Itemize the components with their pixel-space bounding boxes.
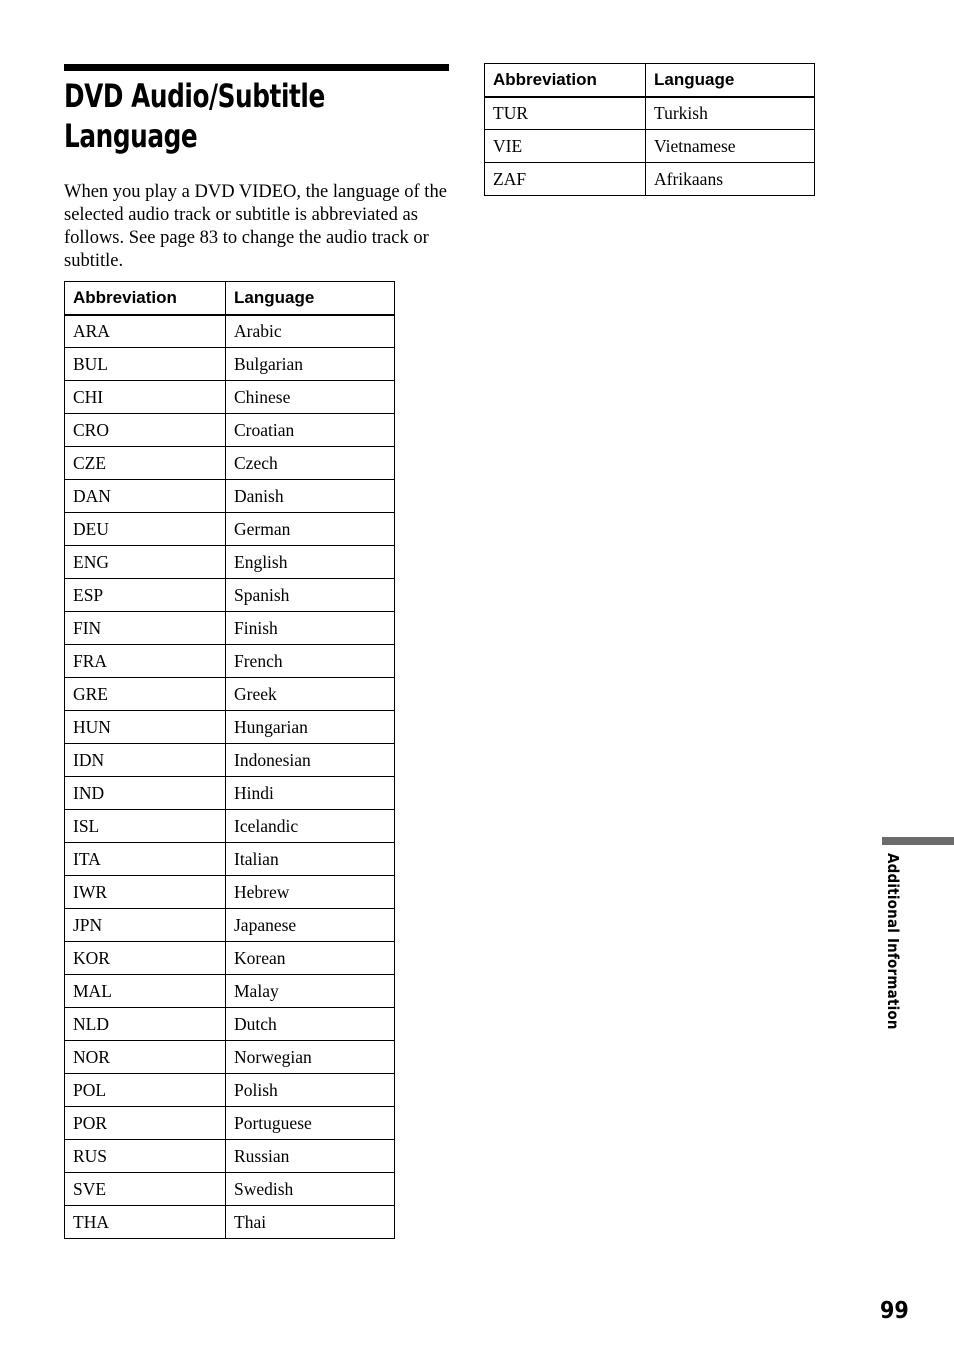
language-cell: Korean <box>226 942 395 975</box>
language-table-right <box>484 63 815 196</box>
language-cell: Czech <box>226 447 395 480</box>
abbreviation-cell: ARA <box>65 315 226 348</box>
language-cell: Arabic <box>226 315 395 348</box>
page-title <box>64 76 399 156</box>
table-row <box>65 1107 395 1140</box>
language-cell: Malay <box>226 975 395 1008</box>
language-cell: Greek <box>226 678 395 711</box>
language-cell: Icelandic <box>226 810 395 843</box>
abbreviation-cell: FRA <box>65 645 226 678</box>
header-abbreviation: Abbreviation <box>485 64 646 97</box>
abbreviation-cell: JPN <box>65 909 226 942</box>
language-cell: Afrikaans <box>646 163 815 196</box>
language-cell: Bulgarian <box>226 348 395 381</box>
abbreviation-cell: ITA <box>65 843 226 876</box>
abbreviation-cell: RUS <box>65 1140 226 1173</box>
abbreviation-cell: POL <box>65 1074 226 1107</box>
table-row <box>65 1206 395 1239</box>
language-cell: Dutch <box>226 1008 395 1041</box>
table-row <box>65 744 395 777</box>
abbreviation-cell: DEU <box>65 513 226 546</box>
language-cell: Polish <box>226 1074 395 1107</box>
table-row <box>65 1140 395 1173</box>
abbreviation-cell: IDN <box>65 744 226 777</box>
table-row <box>65 381 395 414</box>
table-row <box>65 579 395 612</box>
page-title-line-1: DVD Audio/Subtitle <box>64 77 325 115</box>
table-row <box>65 678 395 711</box>
language-cell: Turkish <box>646 97 815 130</box>
table-row <box>65 1173 395 1206</box>
table-row <box>65 315 395 348</box>
abbreviation-cell: KOR <box>65 942 226 975</box>
table-row <box>65 1008 395 1041</box>
abbreviation-cell: TUR <box>485 97 646 130</box>
table-row <box>65 546 395 579</box>
abbreviation-cell: FIN <box>65 612 226 645</box>
abbreviation-cell: IND <box>65 777 226 810</box>
abbreviation-cell: ESP <box>65 579 226 612</box>
language-cell: English <box>226 546 395 579</box>
table-row <box>65 843 395 876</box>
table-row <box>65 975 395 1008</box>
abbreviation-cell: ISL <box>65 810 226 843</box>
table-row <box>65 414 395 447</box>
table-row <box>65 942 395 975</box>
language-cell: Portuguese <box>226 1107 395 1140</box>
table-row <box>65 513 395 546</box>
abbreviation-cell: POR <box>65 1107 226 1140</box>
table-row <box>65 348 395 381</box>
table-header-row <box>485 64 815 97</box>
table-row <box>485 130 815 163</box>
table-row <box>65 876 395 909</box>
abbreviation-cell: CZE <box>65 447 226 480</box>
abbreviation-cell: CRO <box>65 414 226 447</box>
table-row <box>485 97 815 130</box>
language-cell: French <box>226 645 395 678</box>
abbreviation-cell: BUL <box>65 348 226 381</box>
page-number: 99 <box>880 1298 909 1324</box>
abbreviation-cell: MAL <box>65 975 226 1008</box>
table-row <box>65 909 395 942</box>
abbreviation-cell: ZAF <box>485 163 646 196</box>
language-cell: Thai <box>226 1206 395 1239</box>
language-cell: Croatian <box>226 414 395 447</box>
header-abbreviation: Abbreviation <box>65 282 226 315</box>
title-rule <box>64 64 449 71</box>
language-cell: Chinese <box>226 381 395 414</box>
table-row <box>65 711 395 744</box>
abbreviation-cell: NOR <box>65 1041 226 1074</box>
table-row <box>65 810 395 843</box>
language-table-left <box>64 281 395 1239</box>
table-row <box>65 645 395 678</box>
language-cell: Norwegian <box>226 1041 395 1074</box>
abbreviation-cell: GRE <box>65 678 226 711</box>
language-cell: Italian <box>226 843 395 876</box>
language-cell: Indonesian <box>226 744 395 777</box>
language-cell: Hindi <box>226 777 395 810</box>
section-tab-label: Additional Information <box>884 853 902 1030</box>
table-row <box>65 480 395 513</box>
table-row <box>65 612 395 645</box>
table-row <box>65 1041 395 1074</box>
abbreviation-cell: CHI <box>65 381 226 414</box>
abbreviation-cell: HUN <box>65 711 226 744</box>
language-cell: Hebrew <box>226 876 395 909</box>
abbreviation-cell: SVE <box>65 1173 226 1206</box>
language-table-right-body <box>485 97 815 196</box>
language-cell: Danish <box>226 480 395 513</box>
table-header-row <box>65 282 395 315</box>
table-row <box>485 163 815 196</box>
table-row <box>65 777 395 810</box>
language-cell: Hungarian <box>226 711 395 744</box>
language-cell: Japanese <box>226 909 395 942</box>
language-cell: Finish <box>226 612 395 645</box>
page-title-line-2: Language <box>64 117 198 155</box>
abbreviation-cell: VIE <box>485 130 646 163</box>
language-cell: German <box>226 513 395 546</box>
language-table-left-body <box>65 315 395 1239</box>
header-language: Language <box>646 64 815 97</box>
language-cell: Russian <box>226 1140 395 1173</box>
abbreviation-cell: NLD <box>65 1008 226 1041</box>
table-row <box>65 447 395 480</box>
abbreviation-cell: THA <box>65 1206 226 1239</box>
abbreviation-cell: DAN <box>65 480 226 513</box>
section-tab-bar <box>882 837 954 845</box>
language-cell: Vietnamese <box>646 130 815 163</box>
abbreviation-cell: IWR <box>65 876 226 909</box>
intro-paragraph: When you play a DVD VIDEO, the language of the selected audio track or subtitle is abbreviated as follows. See page 83 to change the audio track or subtitle. <box>64 182 447 271</box>
header-language: Language <box>226 282 395 315</box>
language-cell: Spanish <box>226 579 395 612</box>
abbreviation-cell: ENG <box>65 546 226 579</box>
language-cell: Swedish <box>226 1173 395 1206</box>
table-row <box>65 1074 395 1107</box>
